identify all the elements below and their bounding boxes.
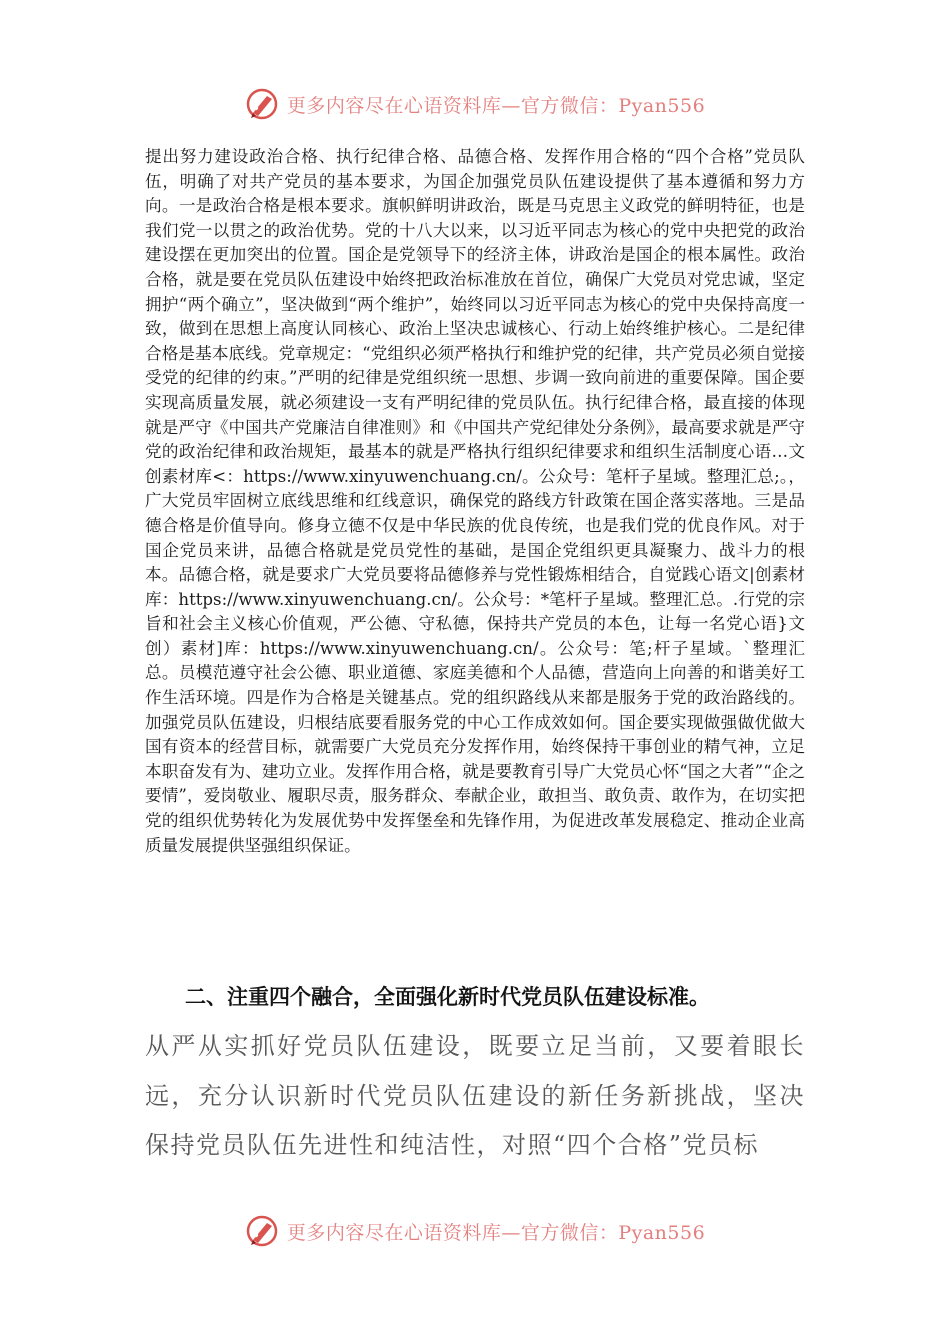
watermark-text: 更多内容尽在心语资料库—官方微信：Pyan556	[286, 1221, 706, 1244]
body-paragraph: 提出努力建设政治合格、执行纪律合格、品德合格、发挥作用合格的“四个合格”党员队伍，明确了对共产党员的基本要求，为国企加强党员队伍建设提供了基本遵循和努力方向。一是政治合格是根本要求。旗帜鲜明讲政治，既是马克思主义政党的鲜明特征，也是我们党一以贯之的政治优势。党的十八大以来，以习近平同志为核心的党中央把党的政治建设摆在更加突出的位置。国企是党领导下的经济主体，讲政治是国企的根本属性。政治合格，就是要在党员队伍建设中始终把政治标准放在首位，确保广大党员对党忠诚，坚定拥护“两个确立”，坚决做到“两个维护”，始终同以习近平同志为核心的党中央保持高度一致，做到在思想上高度认同核心、政治上坚决忠诚核心、行动上始终维护核心。二是纪律合格是基本底线。党章规定：“党组织必须严格执行和维护党的纪律，共产党员必须自觉接受党的纪律的约束。”严明的纪律是党组织统一思想、步调一致向前进的重要保障。国企要实现高质量发展，就必须建设一支有严明纪律的党员队伍。执行纪律合格，最直接的体现就是严守《中国共产党廉洁自律准则》和《中国共产党纪律处分条例》，最高要求就是严守党的政治纪律和政治规矩，最基本的就是严格执行组织纪律要求和组织生活制度心语…文创素材库<：https://www.xinyuwenchuang.cn/。公众号：笔杆子星域。整理汇总;。，广大党员牢固树立底线思维和红线意识，确保党的路线方针政策在国企落实落地。三是品德合格是价值导向。修身立德不仅是中华民族的优良传统，也是我们党的优良作风。对于国企党员来讲，品德合格就是党员党性的基础，是国企党组织更具凝聚力、战斗力的根本。品德合格，就是要求广大党员要将品德修养与党性锻炼相结合，自觉践心语文|创素材库：https://www.xinyuwenchuang.cn/。公众号：*笔杆子星域。整理汇总。.行党的宗旨和社会主义核心价值观，严公德、守私德，保持共产党员的本色，让每一名党心语}文创）素材]库：https://www.xinyuwenchuang.cn/。公众号：笔;杆子星域。`整理汇总。员模范遵守社会公德、职业道德、家庭美德和个人品德，营造向上向善的和谐美好工作生活环境。四是作为合格是关键基点。党的组织路线从来都是服务于党的政治路线的。加强党员队伍建设，归根结底要看服务党的中心工作成效如何。国企要实现做强做优做大国有资本的经营目标，就需要广大党员充分发挥作用，始终保持干事创业的精气神，立足本职奋发有为、建功立业。发挥作用合格，就是要教育引导广大党员心怀“国之大者”“企之要情”，爱岗敬业、履职尽责，服务群众、奉献企业，敢担当、敢负责、敢作为，在切实把党的组织优势转化为发展优势中发挥堡垒和先锋作用，为促进改革发展稳定、推动企业高质量发展提供坚强组织保证。	[145, 147, 805, 855]
large-paragraph: 从严从实抓好党员队伍建设，既要立足当前，又要着眼长远，充分认识新时代党员队伍建设的新任务新挑战，坚决保持党员队伍先进性和纯洁性，对照“四个合格”党员标	[145, 1032, 805, 1159]
section-heading: 二、注重四个融合，全面强化新时代党员队伍建设标准。	[185, 984, 710, 1009]
header-watermark	[0, 84, 950, 124]
pen-logo-icon	[245, 87, 281, 121]
pen-logo-icon	[245, 1214, 281, 1248]
watermark-text: 更多内容尽在心语资料库—官方微信：Pyan556	[286, 94, 706, 117]
footer-watermark	[0, 1211, 950, 1251]
